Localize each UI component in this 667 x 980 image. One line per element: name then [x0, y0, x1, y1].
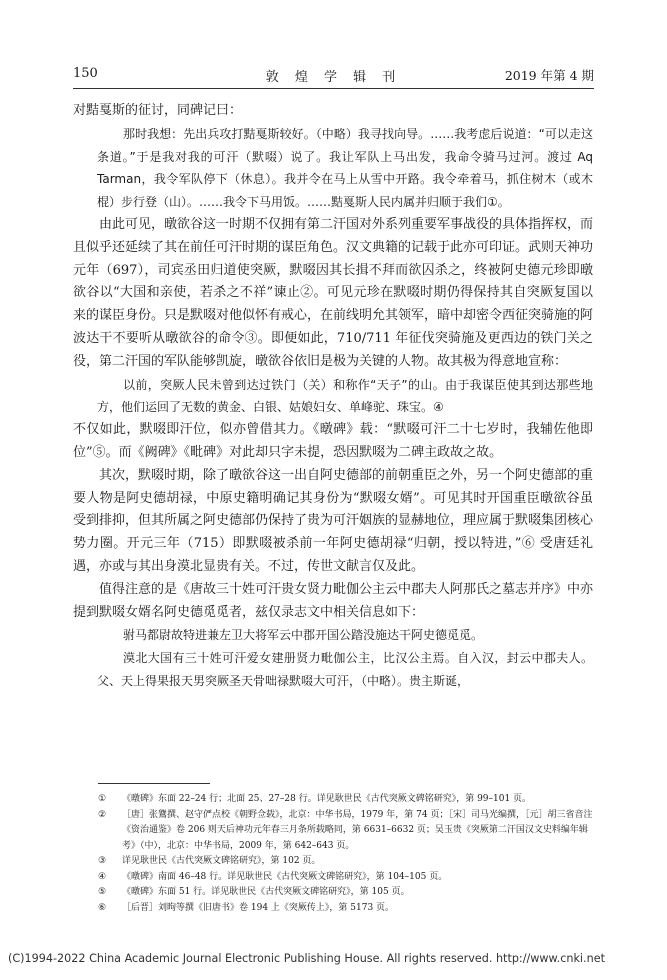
- page-number: 150: [73, 66, 98, 81]
- footnote-mark: ③: [98, 856, 107, 866]
- footnote: [98, 792, 593, 808]
- footnote-mark: ①: [98, 794, 107, 804]
- footnote: [98, 901, 593, 917]
- page-header: [73, 66, 594, 86]
- body-paragraph: 由此可见，暾欲谷这一时期不仅拥有第二汗国对外系列重要军事战役的具体指挥权，而且似乎还延续了其在前任可汗时期的谋臣角色。汉文典籍的记载于此亦可印证。武则天神功元年（697），司宾丞田归道使突厥，默啜因其长揖不拜而欲囚杀之，终被阿史德元珍即暾欲谷以“大国和亲使，若杀之不祥”谏止②。可见元珍在默啜时期仍得保持其自突厥复国以来的谋臣身份。只是默啜对他似怀有戒心，在前线明允其领军，暗中却密令西征突骑施的阿波达干不要听从暾欲谷的命令③。即便如此，710/711 年征伐突骑施及更西边的铁门关之役，第二汗国的军队能够凯旋，暾欲谷依旧是极为关键的人物。故其极为得意地宣称：: [73, 216, 594, 369]
- footnote-mark: ⑤: [98, 887, 107, 897]
- body-paragraph: 不仅如此，默啜即汗位，似亦曾借其力。《暾碑》载：“默啜可汗二十七岁时，我辅佐他即位”⑤。而《阙碑》《毗碑》对此却只字未提，恐因默啜为二碑主政故之故。: [73, 422, 593, 460]
- footnote-text: ［后晋］刘昫等撰《旧唐书》卷 194 上《突厥传上》，第 5173 页。: [122, 902, 395, 913]
- footnote-mark: ②: [98, 809, 107, 820]
- footnote-mark: ⑥: [98, 902, 107, 913]
- article-body: [73, 100, 593, 693]
- footnote-rule: [98, 783, 210, 784]
- footnote-mark: ④: [98, 871, 107, 882]
- block-quote: 漠北大国有三十姓可汗爱女建册贤力毗伽公主，比汉公主焉。自入汉，封云中郡夫人。父、天上得果报天男突厥圣天骨咄禄默啜大可汗，（中略）。贵主斯诞，: [97, 651, 593, 688]
- footnote-text: 《暾碑》东面 22–24 行；北面 25、27–28 行。详见耿世民《古代突厥文碑铭研究》，第 99–101 页。: [122, 794, 532, 804]
- footnote-text: 《暾碑》东面 51 行。详见耿世民《古代突厥文碑铭研究》，第 105 页。: [122, 887, 410, 897]
- footnote-text: 《暾碑》南面 46–48 行。详见耿世民《古代突厥文碑铭研究》，第 104–105 页。: [122, 871, 448, 882]
- body-paragraph: 对黠戛斯的征讨，同碑记曰：: [73, 103, 243, 118]
- footnote: [98, 854, 593, 870]
- footnote: [98, 808, 593, 855]
- footnote-text: 详见耿世民《古代突厥文碑铭研究》，第 102 页。: [122, 856, 321, 866]
- body-paragraph: 其次，默啜时期，除了暾欲谷这一出自阿史德部的前朝重臣之外，另一个阿史德部的重要人物是阿史德胡禄，中原史籍明确记其身份为“默啜女婿”。可见其时开国重臣暾欲谷虽受到排抑，但其所属之阿史德部仍保持了贵为可汗姻族的显赫地位，理应属于默啜集团核心势力圈。开元三年（715）即默啜被杀前一年阿史德胡禄“归朝，授以特进，”⑥ 受唐廷礼遇，亦或与其出身漠北显贵有关。不过，传世文献言仅及此。: [73, 467, 594, 574]
- copyright-notice: (C)1994-2022 China Academic Journal Electronic Publishing House. All rights reserved. http://www.cnki.net: [8, 952, 605, 965]
- header-rule: [73, 88, 594, 89]
- footnote: [98, 885, 593, 901]
- footnote-text: ［唐］张鷟撰、赵守俨点校《朝野佥载》，北京：中华书局，1979 年，第 74 页；［宋］司马光编撰，［元］胡三省音注《资治通鉴》卷 206 则天后神功元年春三月条所载略同，第 6631–6632 页；吴玉贵《突厥第二汗国汉文史料编年辑考》（中），北京：中华书局，2009 年，第 642–643 页。: [122, 809, 593, 851]
- issue-label: 2019 年第 4 期: [504, 68, 594, 83]
- footnotes: [98, 792, 593, 916]
- block-quote: 以前，突厥人民未曾到达过铁门（关）和称作“天子”的山。由于我谋臣使其到达那些地方，他们运回了无数的黄金、白银、姑娘妇女、单峰驼、珠宝。④: [97, 377, 593, 415]
- block-quote: 那时我想：先出兵攻打黠戛斯较好。（中略）我寻找向导。……我考虑后说道：“可以走这条道。”于是我对我的可汗（默啜）说了。我让军队上马出发，我命令骑马过河。渡过 Aq Tarman，我令军队停下（休息）。我并令在马上从雪中开路。我令牵着马，抓住树木（或木棍）步行登（山）。……我令下马用饭。……黠戛斯人民内属并归顺于我们①。: [97, 126, 593, 210]
- journal-title: 敦 煌 学 辑 刊: [265, 70, 402, 85]
- body-paragraph: 值得注意的是《唐故三十姓可汗贵女贤力毗伽公主云中郡夫人阿那氏之墓志并序》中亦提到默啜女婿名阿史德觅觅者，兹仅录志文中相关信息如下：: [73, 581, 594, 620]
- footnote: [98, 870, 593, 886]
- block-quote: 驸马都尉故特进兼左卫大将军云中郡开国公踏没施达干阿史德觅觅。: [123, 628, 484, 643]
